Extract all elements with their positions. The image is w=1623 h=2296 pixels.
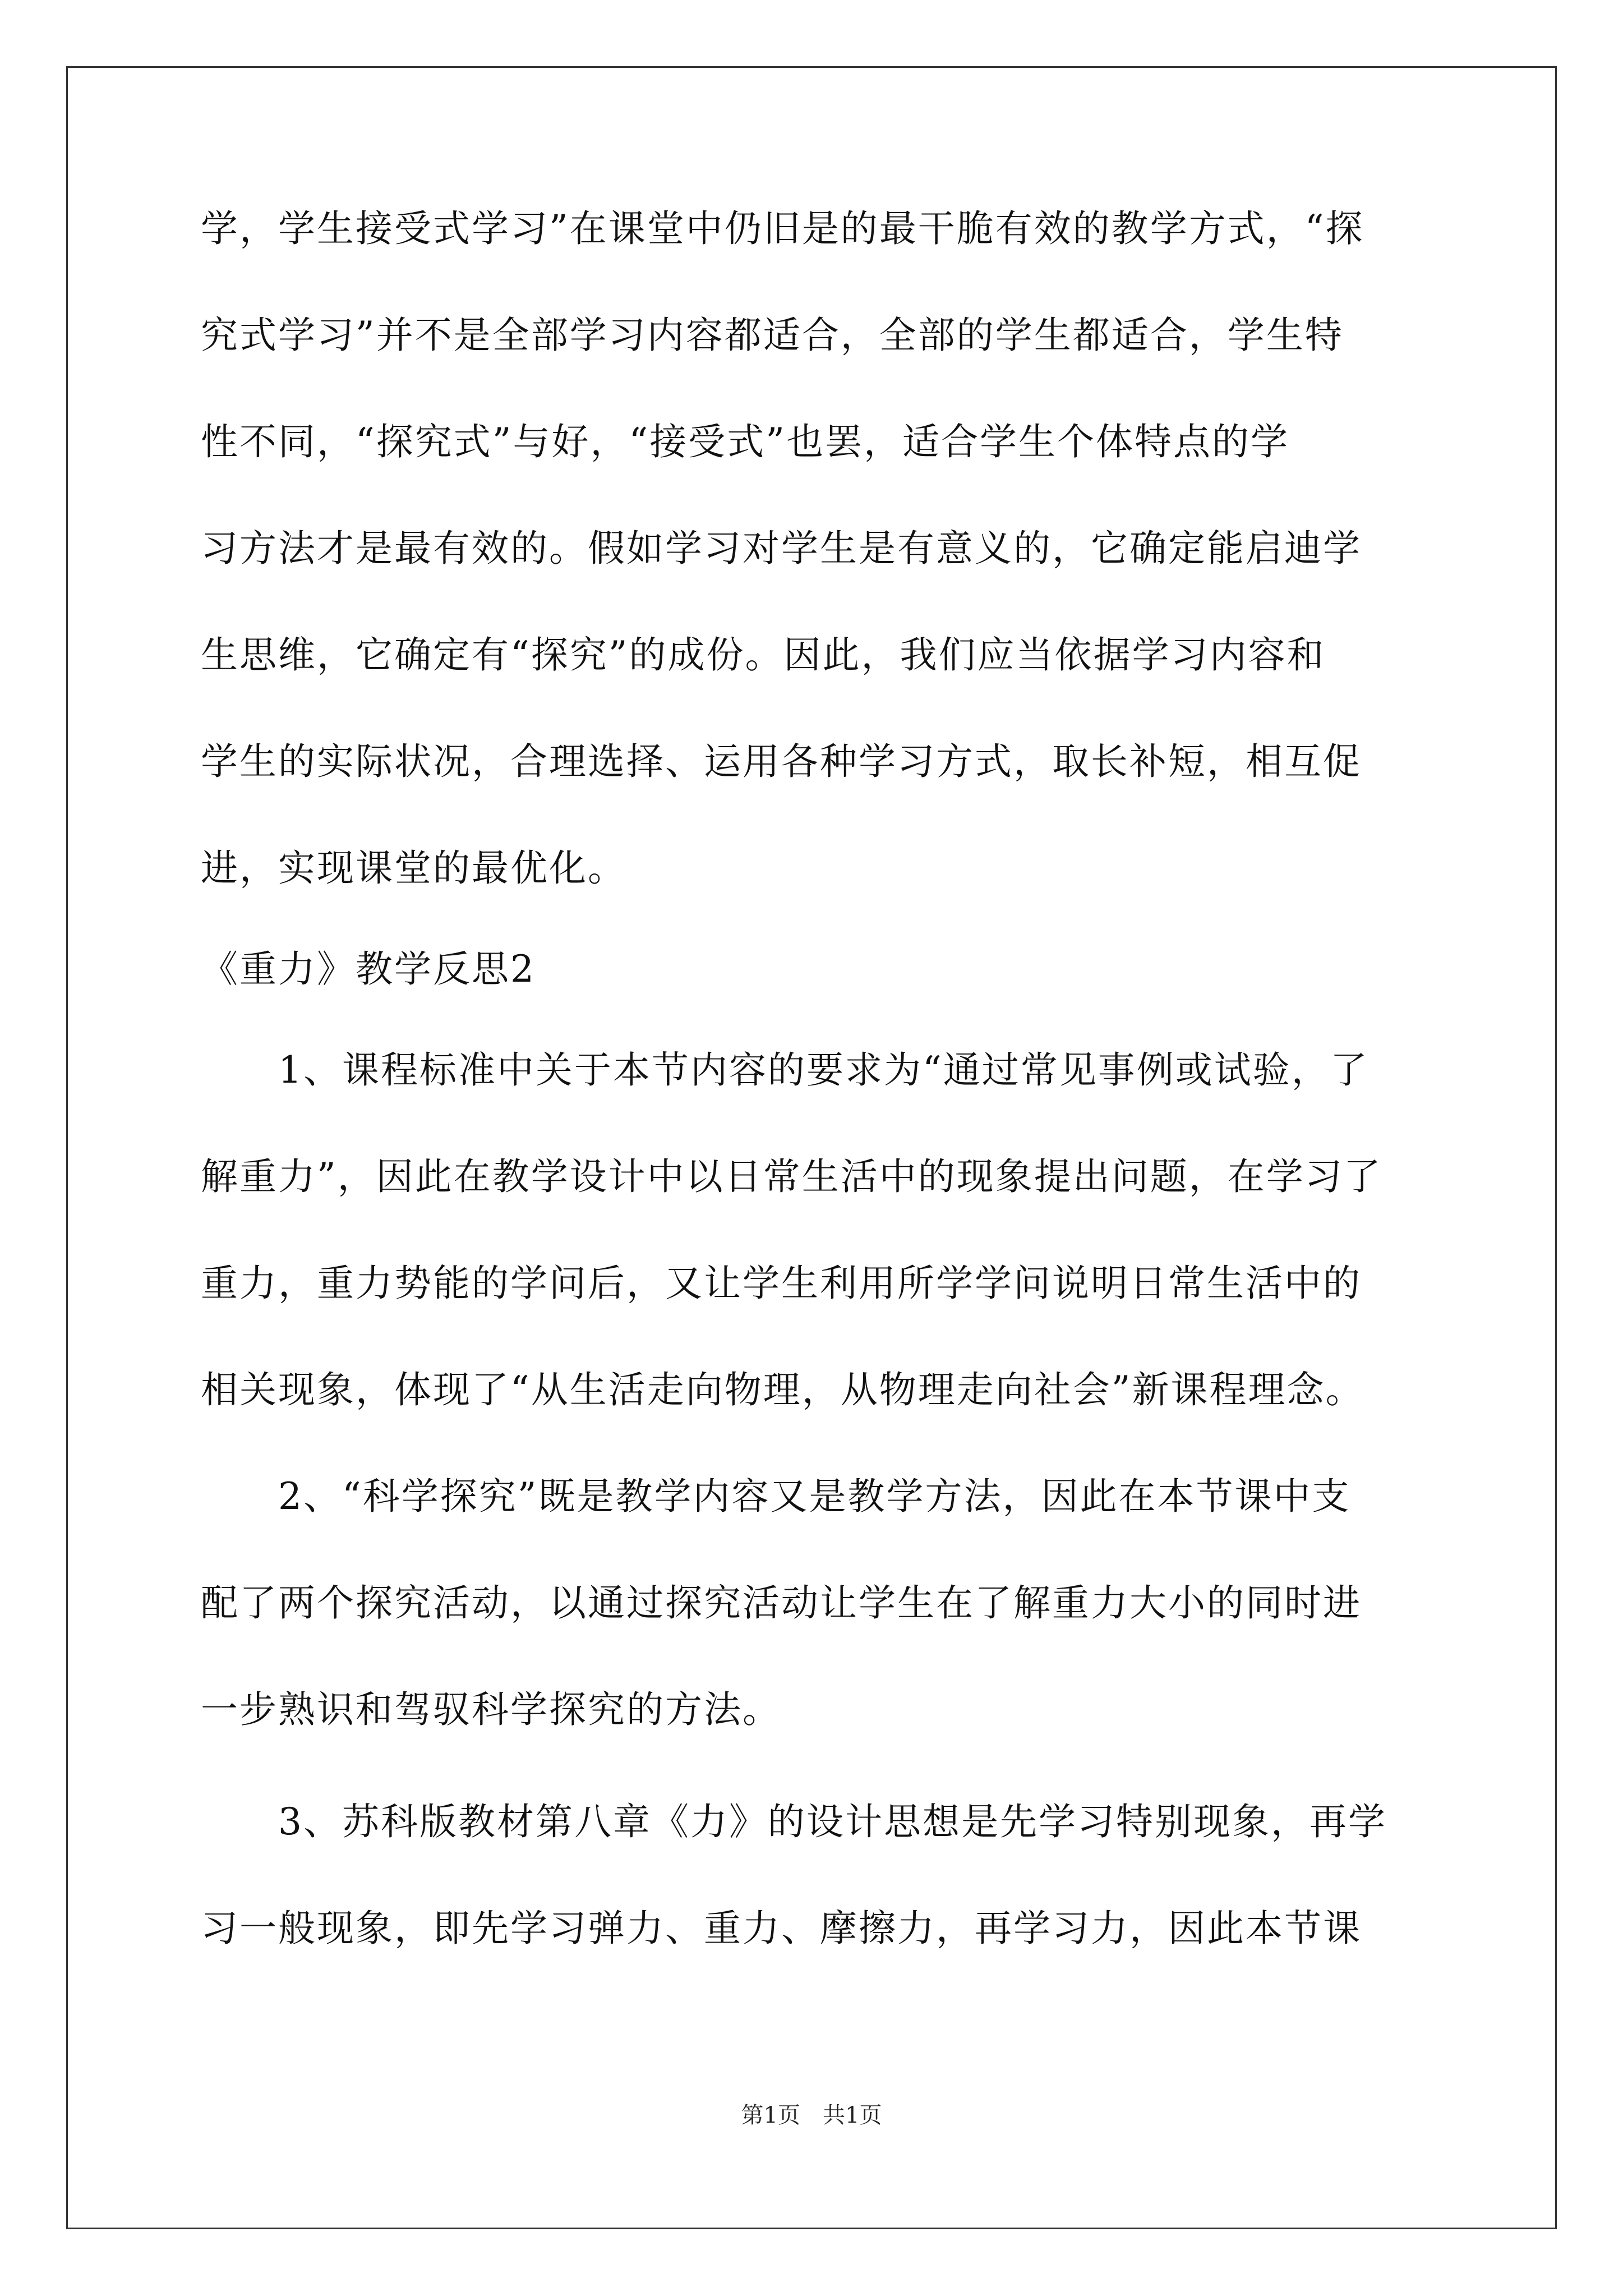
text-line: 解重力”，因此在教学设计中以日常生活中的现象提出问题，在学习了 bbox=[201, 1155, 1382, 1198]
text-line: 学生的实际状况，合理选择、运用各种学习方式，取长补短，相互促 bbox=[201, 740, 1362, 783]
text-line: 3、苏科版教材第八章《力》的设计思想是先学习特别现象，再学 bbox=[201, 1800, 1387, 1843]
text-line: 1、课程标准中关于本节内容的要求为“通过常见事例或试验，了 bbox=[201, 1048, 1369, 1092]
text-line: 一步熟识和驾驭科学探究的方法。 bbox=[201, 1688, 781, 1731]
text-line: 重力，重力势能的学问后，又让学生利用所学学问说明日常生活中的 bbox=[201, 1262, 1362, 1305]
page-border bbox=[66, 66, 1557, 2229]
text-line: 习一般现象，即先学习弹力、重力、摩擦力，再学习力，因此本节课 bbox=[201, 1907, 1362, 1950]
text-line: 性不同，“探究式”与好，“接受式”也罢，适合学生个体特点的学 bbox=[201, 420, 1289, 463]
text-line: 习方法才是最有效的。假如学习对学生是有意义的，它确定能启迪学 bbox=[201, 527, 1362, 570]
text-line: 配了两个探究活动，以通过探究活动让学生在了解重力大小的同时进 bbox=[201, 1581, 1362, 1625]
text-line: 进，实现课堂的最优化。 bbox=[201, 846, 626, 890]
text-line: 学，学生接受式学习”在课堂中仍旧是的最干脆有效的教学方式，“探 bbox=[201, 207, 1364, 250]
text-line: 究式学习”并不是全部学习内容都适合，全部的学生都适合，学生特 bbox=[201, 314, 1344, 357]
text-line: 相关现象，体现了“从生活走向物理，从物理走向社会”新课程理念。 bbox=[201, 1368, 1364, 1411]
section-heading: 《重力》教学反思2 bbox=[201, 947, 536, 991]
page-footer: 第1页 共1页 bbox=[741, 2102, 882, 2128]
text-line: 生思维，它确定有“探究”的成份。因此，我们应当依据学习内容和 bbox=[201, 633, 1326, 677]
text-line: 2、“科学探究”既是教学内容又是教学方法，因此在本节课中支 bbox=[201, 1475, 1351, 1518]
